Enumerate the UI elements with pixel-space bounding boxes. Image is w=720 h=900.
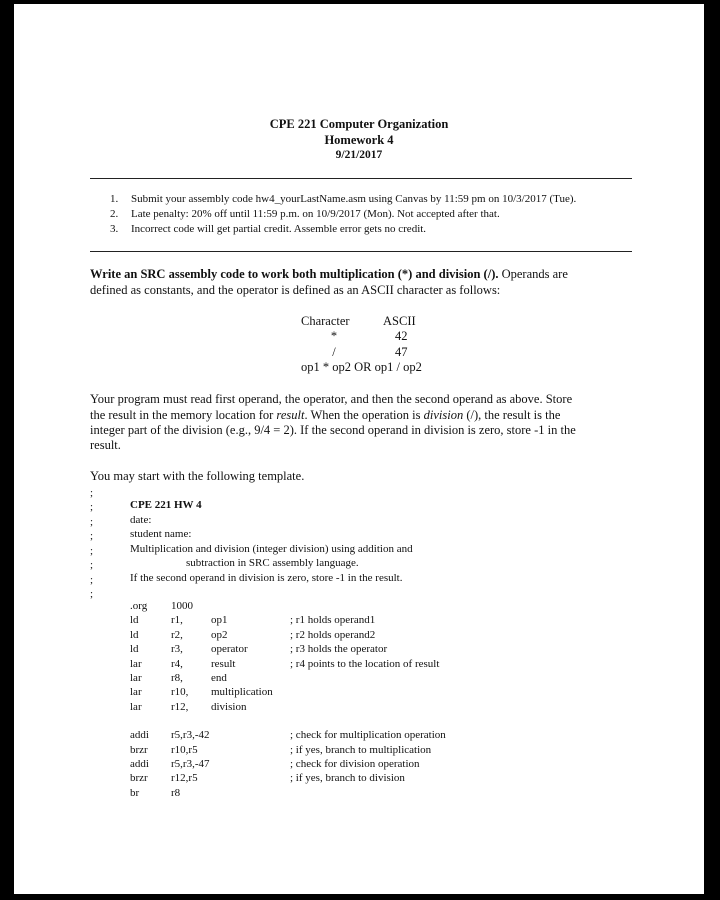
- paragraph-line-2: the result in the memory location for result. When the operation is division (/), the result is the: [90, 408, 561, 422]
- code6-reg: r8,: [171, 672, 183, 684]
- code4-reg: r3,: [171, 643, 183, 655]
- code2-comment: ; r1 holds operand1: [290, 614, 376, 626]
- template-intro: You may start with the following template.: [90, 469, 305, 483]
- code8-op: lar: [130, 701, 142, 713]
- result-word: result: [276, 408, 305, 422]
- code11-op: addi: [130, 758, 149, 770]
- code1-arg: 1000: [171, 600, 193, 612]
- instruction-text-2: Late penalty: 20% off until 11:59 p.m. on 10/9/2017 (Mon). Not accepted after that.: [131, 208, 500, 220]
- code4-comment: ; r3 holds the operator: [290, 643, 388, 655]
- code12-op: brzr: [130, 772, 148, 784]
- comment-semi-1: ;: [90, 487, 94, 499]
- code13-op: br: [130, 787, 140, 799]
- ascii-example: op1 * op2 OR op1 / op2: [301, 360, 422, 374]
- code4-op: ld: [130, 643, 139, 655]
- paragraph-line-4: result.: [90, 438, 121, 452]
- comment-semi-4: ;: [90, 530, 94, 542]
- code11-comment: ; check for division operation: [290, 758, 420, 770]
- comment-semi-5: ;: [90, 545, 94, 557]
- instruction-num-2: 2.: [110, 208, 119, 220]
- task-line-1: [90, 267, 568, 282]
- ascii-code-1: 42: [395, 329, 408, 343]
- assignment-title: Homework 4: [324, 133, 394, 147]
- code3-reg: r2,: [171, 629, 183, 641]
- paragraph-line-1: Your program must read first operand, the operator, and then the second operand as above. Store: [90, 392, 573, 406]
- comment-semi-3: ;: [90, 516, 94, 528]
- code12-arg: r12,r5: [171, 772, 198, 784]
- task-bold: Write an SRC assembly code to work both multiplication (*) and division (/).: [90, 267, 499, 281]
- paragraph-line-3: integer part of the division (e.g., 9/4 = 2). If the second operand in division is zero, store -1 in the: [90, 423, 576, 437]
- comment-semi-8: ;: [90, 588, 94, 600]
- top-rule: [90, 178, 632, 179]
- code9-op: addi: [130, 729, 149, 741]
- code13-arg: r8: [171, 787, 181, 799]
- ascii-char-2: /: [332, 345, 336, 359]
- code3-op: ld: [130, 629, 139, 641]
- bottom-rule: [90, 251, 632, 252]
- comment-title: CPE 221 HW 4: [130, 499, 202, 511]
- ascii-head-char: Character: [301, 314, 350, 328]
- code12-comment: ; if yes, branch to division: [290, 772, 405, 784]
- instruction-num-1: 1.: [110, 193, 119, 205]
- code10-arg: r10,r5: [171, 744, 198, 756]
- ascii-head-ascii: ASCII: [383, 314, 416, 328]
- comment-semi-2: ;: [90, 501, 94, 513]
- code7-reg: r10,: [171, 686, 189, 698]
- code7-op: lar: [130, 686, 142, 698]
- instruction-text-1: Submit your assembly code hw4_yourLastName.asm using Canvas by 11:59 pm on 10/3/2017 (Tue).: [131, 193, 577, 205]
- comment-student: student name:: [130, 528, 192, 540]
- assignment-date: 9/21/2017: [335, 149, 383, 161]
- code5-op: lar: [130, 658, 142, 670]
- document-page: [14, 4, 704, 894]
- course-title: CPE 221 Computer Organization: [269, 117, 449, 131]
- comment-semi-6: ;: [90, 559, 94, 571]
- division-word: division: [423, 408, 464, 422]
- code6-src: end: [211, 672, 227, 684]
- code11-arg: r5,r3,-47: [171, 758, 210, 770]
- instruction-text-3: Incorrect code will get partial credit. Assemble error gets no credit.: [131, 223, 427, 235]
- code9-arg: r5,r3,-42: [171, 729, 210, 741]
- instruction-num-3: 3.: [110, 223, 119, 235]
- ascii-code-2: 47: [395, 345, 408, 359]
- code8-src: division: [211, 701, 247, 713]
- code1-op: .org: [130, 600, 148, 612]
- code3-src: op2: [211, 629, 228, 641]
- comment-semi-7: ;: [90, 574, 94, 586]
- code8-reg: r12,: [171, 701, 189, 713]
- code2-op: ld: [130, 614, 139, 626]
- comment-date: date:: [130, 514, 152, 526]
- code5-reg: r4,: [171, 658, 183, 670]
- comment-note: If the second operand in division is zero, store -1 in the result.: [130, 572, 403, 584]
- code2-reg: r1,: [171, 614, 183, 626]
- code4-src: operator: [211, 643, 248, 655]
- comment-desc-2: subtraction in SRC assembly language.: [186, 557, 359, 569]
- code2-src: op1: [211, 614, 228, 626]
- code10-op: brzr: [130, 744, 148, 756]
- code5-comment: ; r4 points to the location of result: [290, 658, 440, 670]
- code3-comment: ; r2 holds operand2: [290, 629, 376, 641]
- code9-comment: ; check for multiplication operation: [290, 729, 446, 741]
- code10-comment: ; if yes, branch to multiplication: [290, 744, 432, 756]
- code5-src: result: [211, 658, 236, 670]
- code6-op: lar: [130, 672, 142, 684]
- code7-src: multiplication: [211, 686, 273, 698]
- comment-desc-1: Multiplication and division (integer division) using addition and: [130, 543, 413, 555]
- task-line-2: defined as constants, and the operator is defined as an ASCII character as follows:: [90, 283, 501, 297]
- ascii-char-1: *: [330, 329, 338, 343]
- task-rest: Operands are: [498, 267, 568, 281]
